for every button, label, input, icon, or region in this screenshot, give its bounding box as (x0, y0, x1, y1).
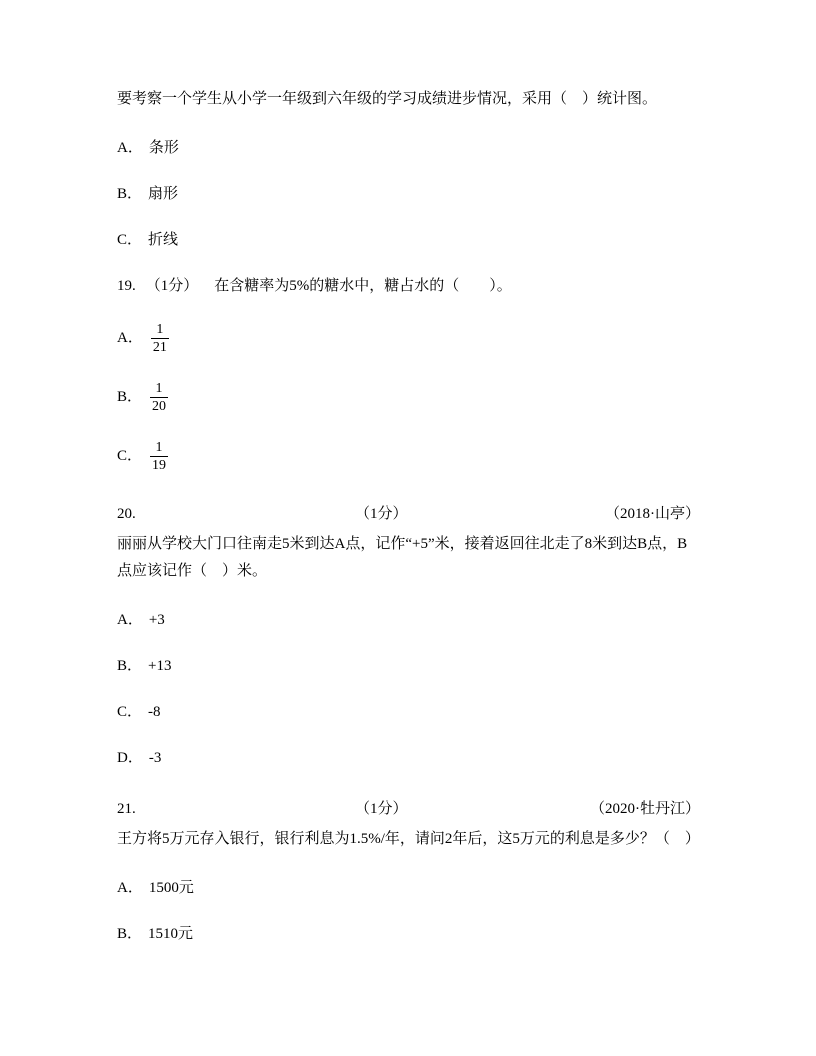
question-19-option-c (117, 439, 700, 474)
question-19-option-b (117, 380, 700, 415)
question-20-header (117, 504, 700, 525)
question-18-option-b (117, 184, 700, 205)
option-text: 1510元 (148, 926, 194, 942)
fraction (150, 439, 168, 474)
question-number: 20. (117, 506, 136, 522)
option-label: C． (117, 232, 143, 248)
option-text: +13 (148, 658, 172, 674)
question-20-option-d (117, 748, 700, 769)
option-text: -3 (148, 750, 162, 766)
fraction-denominator: 20 (152, 399, 167, 414)
option-label: A． (117, 140, 143, 156)
option-label: D． (117, 750, 143, 766)
fraction (150, 380, 168, 415)
question-21-stem: 王方将5万元存入银行，银行利息为1.5%/年，请问2年后，这5万元的利息是多少？（ ） (117, 831, 700, 847)
question-21-option-b (117, 924, 700, 945)
question-20-option-b (117, 656, 700, 677)
option-label: B． (117, 658, 143, 674)
question-21-option-a (117, 878, 700, 899)
question-number: 21. (117, 801, 136, 817)
question-20-option-a (117, 610, 700, 631)
question-18-option-c (117, 230, 700, 251)
option-label: C． (117, 704, 143, 720)
option-text: 1500元 (148, 880, 194, 896)
question-score: （1分） (145, 278, 199, 294)
option-text: 扇形 (148, 186, 179, 202)
question-source: （2020·牡丹江） (590, 801, 700, 817)
fraction-numerator: 1 (156, 322, 164, 337)
option-label: A． (117, 880, 143, 896)
question-19-stem: 在含糖率为5%的糖水中，糖占水的（ ）。 (214, 278, 512, 294)
option-text: 条形 (148, 140, 179, 156)
fraction-numerator: 1 (155, 440, 163, 455)
option-label: B． (117, 186, 143, 202)
fraction (151, 321, 169, 356)
option-label: B． (117, 389, 143, 405)
question-18-option-a (117, 138, 700, 159)
option-label: A． (117, 330, 143, 346)
option-label: A． (117, 612, 143, 628)
option-text: 折线 (148, 232, 179, 248)
fraction-numerator: 1 (155, 381, 163, 396)
question-20-option-c (117, 702, 700, 723)
fraction-denominator: 21 (152, 340, 167, 355)
question-score: （1分） (355, 801, 408, 817)
question-19-line (117, 276, 700, 297)
question-20-stem: 丽丽从学校大门口往南走5米到达A点，记作“+5”米，接着返回往北走了8米到达B点，B点应该记作（ ）米。 (117, 536, 688, 579)
option-text: -8 (148, 704, 161, 720)
question-21-header (117, 799, 700, 820)
fraction-denominator: 19 (152, 458, 167, 473)
option-text: +3 (148, 612, 165, 628)
question-number: 19. (117, 278, 136, 294)
question-source: （2018·山亭） (605, 506, 700, 522)
question-18-stem: 要考察一个学生从小学一年级到六年级的学习成绩进步情况，采用（ ）统计图。 (117, 91, 658, 107)
option-label: B． (117, 926, 143, 942)
question-score: （1分） (355, 506, 408, 522)
option-label: C． (117, 448, 143, 464)
question-19-option-a (117, 321, 700, 356)
